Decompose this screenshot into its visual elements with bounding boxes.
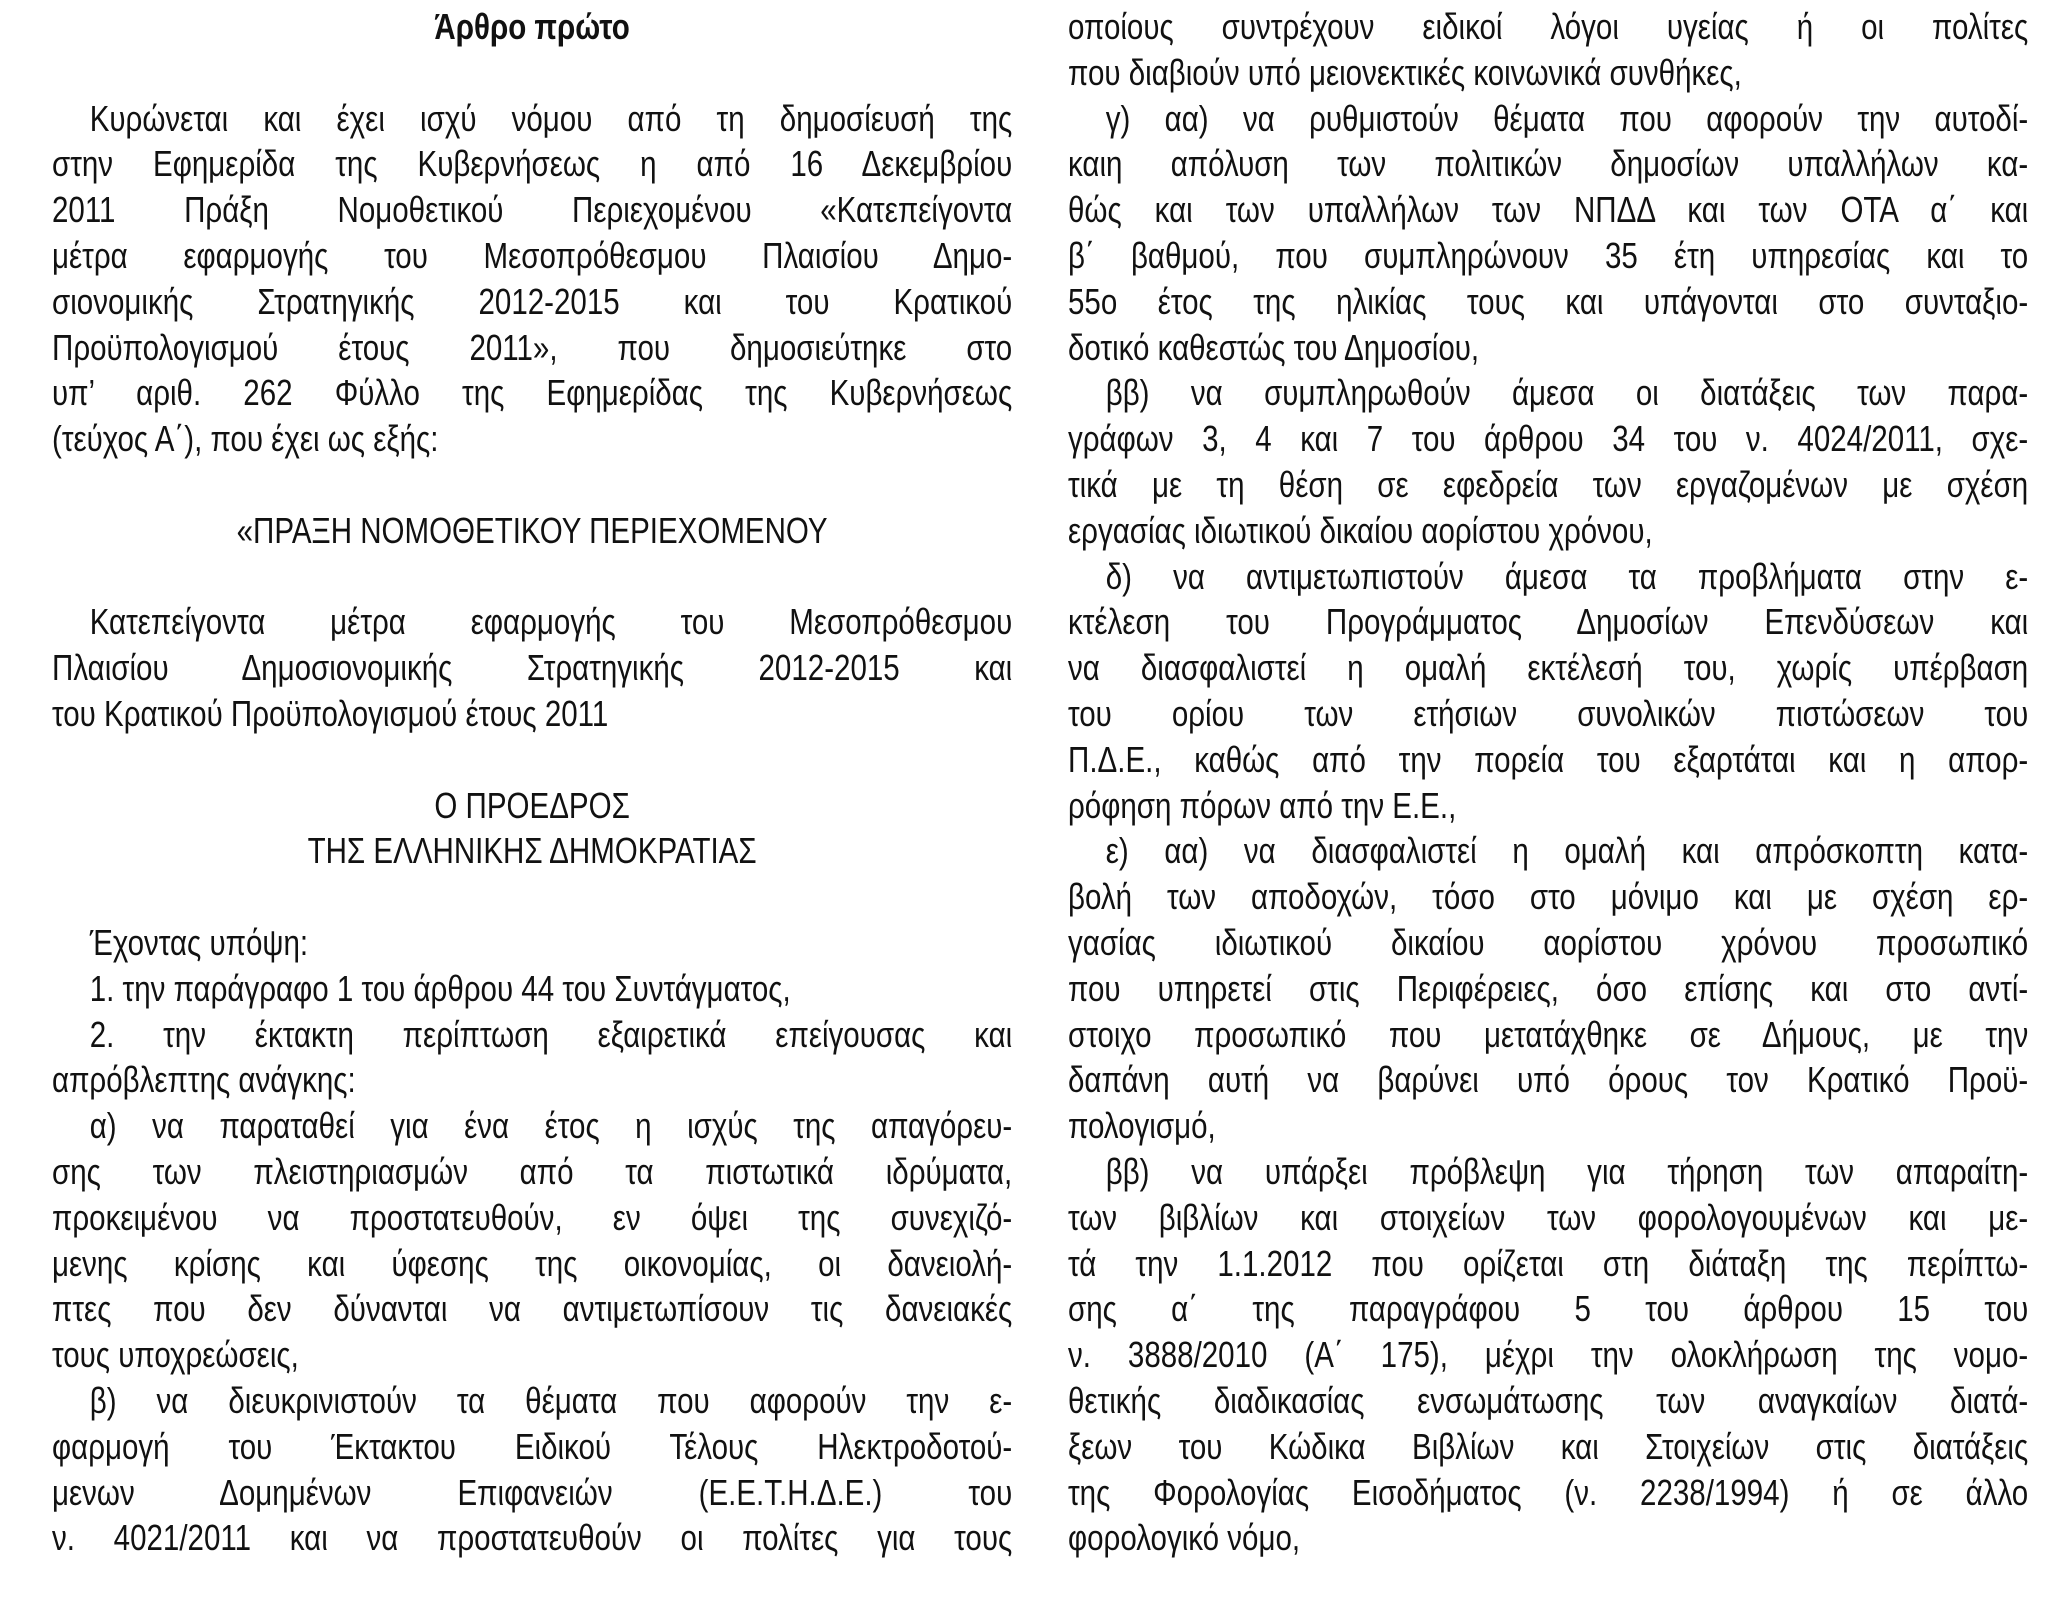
line-text: κτέλεση του Προγράμματος Δημοσίων Επενδύσεων και	[1068, 601, 2029, 643]
text-line	[1068, 1103, 2028, 1149]
blank-line	[52, 50, 1012, 96]
text-line	[1068, 966, 2028, 1012]
text-line	[1068, 1241, 2028, 1287]
blank-line	[52, 554, 1012, 600]
line-text: «ΠΡΑΞΗ ΝΟΜΟΘΕΤΙΚΟΥ ΠΕΡΙΕΧΟΜΕΝΟΥ	[236, 509, 828, 551]
line-text: Άρθρο πρώτο	[434, 6, 630, 47]
line-text: οποίους συντρέχουν ειδικοί λόγοι υγείας ή οι πολίτες	[1068, 6, 2029, 47]
line-text: θετικής διαδικασίας ενσωμάτωσης των αναγκαίων διατά-	[1068, 1379, 2029, 1421]
text-line	[1068, 554, 2028, 600]
text-line	[52, 1149, 1012, 1195]
line-text: δαπάνη αυτή να βαρύνει υπό όρους τον Κρατικό Προϋ-	[1068, 1059, 2029, 1101]
text-line	[1068, 1332, 2028, 1378]
line-text: πολογισμό,	[1068, 1105, 1216, 1147]
line-text: ΤΗΣ ΕΛΛΗΝΙΚΗΣ ΔΗΜΟΚΡΑΤΙΑΣ	[307, 830, 757, 872]
text-line	[52, 96, 1012, 142]
text-line	[1068, 96, 2028, 142]
text-line	[52, 1378, 1012, 1424]
text-line	[1068, 1424, 2028, 1470]
text-line	[1068, 141, 2028, 187]
line-text: α) να παραταθεί για ένα έτος η ισχύς της απαγόρευ-	[89, 1105, 1013, 1147]
line-text: Κυρώνεται και έχει ισχύ νόμου από τη δημοσίευσή της	[89, 97, 1013, 139]
text-line	[1068, 1515, 2028, 1561]
line-text: ρόφηση πόρων από την Ε.Ε.,	[1068, 784, 1457, 826]
line-text: γασίας ιδιωτικού δικαίου αορίστου χρόνου προσωπικό	[1068, 921, 2029, 963]
line-text: δ) να αντιμετωπιστούν άμεσα τα προβλήματα στην ε-	[1105, 555, 2029, 597]
text-line	[52, 1286, 1012, 1332]
text-line	[52, 966, 1012, 1012]
text-line	[1068, 691, 2028, 737]
line-text: των βιβλίων και στοιχείων των φορολογουμένων και με-	[1068, 1196, 2029, 1238]
text-line	[52, 1103, 1012, 1149]
line-text: (τεύχος Α΄), που έχει ως εξής:	[52, 418, 439, 460]
line-text: 2011 Πράξη Νομοθετικού Περιεχομένου «Κατεπείγοντα	[52, 189, 1013, 231]
text-line	[1068, 325, 2028, 371]
blank-line	[52, 462, 1012, 508]
text-line	[1068, 279, 2028, 325]
text-line	[1068, 1195, 2028, 1241]
text-line	[52, 141, 1012, 187]
text-line	[1068, 874, 2028, 920]
section-heading	[52, 783, 1012, 829]
blank-line	[52, 737, 1012, 783]
line-text: Κατεπείγοντα μέτρα εφαρμογής του Μεσοπρόθεσμου	[89, 601, 1013, 643]
line-text: της Φορολογίας Εισοδήματος (ν. 2238/1994) ή σε άλλο	[1068, 1471, 2029, 1513]
text-line	[1068, 370, 2028, 416]
text-line	[1068, 920, 2028, 966]
text-line	[1068, 4, 2028, 50]
line-text: φορολογικό νόμο,	[1068, 1517, 1301, 1559]
line-text: τά την 1.1.2012 που ορίζεται στη διάταξη της περίπτω-	[1068, 1242, 2029, 1284]
line-text: υπ’ αριθ. 262 Φύλλο της Εφημερίδας της Κυβερνήσεως	[52, 372, 1013, 414]
text-line	[1068, 1149, 2028, 1195]
line-text: σης α΄ της παραγράφου 5 του άρθρου 15 του	[1068, 1288, 2029, 1330]
text-line	[52, 233, 1012, 279]
text-line	[1068, 1470, 2028, 1516]
text-line	[52, 1057, 1012, 1103]
text-line	[52, 1470, 1012, 1516]
line-text: Π.Δ.Ε., καθώς από την πορεία του εξαρτάται και η απορ-	[1068, 738, 2029, 780]
line-text: δοτικό καθεστώς του Δημοσίου,	[1068, 326, 1480, 368]
line-text: ξεων του Κώδικα Βιβλίων και Στοιχείων στις διατάξεις	[1068, 1425, 2029, 1467]
line-text: σης των πλειστηριασμών από τα πιστωτικά ιδρύματα,	[52, 1150, 1013, 1192]
text-line	[52, 1424, 1012, 1470]
line-text: Έχοντας υπόψη:	[89, 921, 309, 963]
text-line	[52, 920, 1012, 966]
line-text: πτες που δεν δύνανται να αντιμετωπίσουν τις δανειακές	[52, 1288, 1013, 1330]
text-line	[1068, 416, 2028, 462]
line-text: στην Εφημερίδα της Κυβερνήσεως η από 16 Δεκεμβρίου	[52, 143, 1013, 185]
line-text: τικά με τη θέση σε εφεδρεία των εργαζομένων με σχέση	[1068, 463, 2029, 505]
line-text: ν. 3888/2010 (Α΄ 175), μέχρι την ολοκλήρωση της νομο-	[1068, 1334, 2029, 1376]
left-column	[52, 4, 1012, 1561]
text-line	[52, 599, 1012, 645]
line-text: Πλαισίου Δημοσιονομικής Στρατηγικής 2012-2015 και	[52, 647, 1013, 689]
text-line	[52, 1012, 1012, 1058]
text-line	[1068, 1057, 2028, 1103]
text-line	[1068, 462, 2028, 508]
line-text: 55ο έτος της ηλικίας τους και υπάγονται στο συνταξιο-	[1068, 280, 2029, 322]
text-line	[1068, 1286, 2028, 1332]
line-text: ββ) να συμπληρωθούν άμεσα οι διατάξεις των παρα-	[1105, 372, 2029, 414]
line-text: που υπηρετεί στις Περιφέρειες, όσο επίσης και στο αντί-	[1068, 967, 2029, 1009]
text-line	[1068, 828, 2028, 874]
line-text: που διαβιούν υπό μειονεκτικές κοινωνικά συνθήκες,	[1068, 51, 1742, 93]
text-line	[1068, 599, 2028, 645]
text-line	[1068, 187, 2028, 233]
text-line	[1068, 233, 2028, 279]
text-line	[52, 645, 1012, 691]
line-text: απρόβλεπτης ανάγκης:	[52, 1059, 356, 1101]
text-line	[52, 691, 1012, 737]
line-text: μενης κρίσης και ύφεσης της οικονομίας, οι δανειολή-	[52, 1242, 1013, 1284]
line-text: γ) αα) να ρυθμιστούν θέματα που αφορούν την αυτοδί-	[1105, 97, 2029, 139]
text-line	[1068, 50, 2028, 96]
line-text: ε) αα) να διασφαλιστεί η ομαλή και απρόσκοπτη κατα-	[1105, 830, 2029, 872]
line-text: του Κρατικού Προϋπολογισμού έτους 2011	[52, 692, 609, 734]
line-text: βολή των αποδοχών, τόσο στο μόνιμο και με σχέση ερ-	[1068, 876, 2029, 918]
line-text: 1. την παράγραφο 1 του άρθρου 44 του Συντάγματος,	[89, 967, 791, 1009]
line-text: β) να διευκρινιστούν τα θέματα που αφορούν την ε-	[89, 1379, 1013, 1421]
text-line	[1068, 645, 2028, 691]
line-text: σιονομικής Στρατηγικής 2012-2015 και του Κρατικού	[52, 280, 1013, 322]
line-text: μέτρα εφαρμογής του Μεσοπρόθεσμου Πλαισίου Δημο-	[52, 234, 1013, 276]
line-text: ββ) να υπάρξει πρόβλεψη για τήρηση των απαραίτη-	[1105, 1150, 2029, 1192]
line-text: τους υποχρεώσεις,	[52, 1334, 299, 1376]
line-text: θώς και των υπαλλήλων των ΝΠΔΔ και των ΟΤΑ α΄ και	[1068, 189, 2029, 231]
line-text: μενων Δομημένων Επιφανειών (Ε.Ε.Τ.Η.Δ.Ε.) του	[52, 1471, 1013, 1513]
text-line	[52, 1241, 1012, 1287]
line-text: του ορίου των ετήσιων συνολικών πιστώσεων του	[1068, 692, 2029, 734]
line-text: καιη απόλυση των πολιτικών δημοσίων υπαλλήλων κα-	[1068, 143, 2029, 185]
text-line	[52, 370, 1012, 416]
line-text: να διασφαλιστεί η ομαλή εκτέλεσή του, χωρίς υπέρβαση	[1068, 647, 2029, 689]
text-line	[1068, 1012, 2028, 1058]
text-line	[52, 1195, 1012, 1241]
line-text: εργασίας ιδιωτικού δικαίου αορίστου χρόνου,	[1068, 509, 1653, 551]
text-line	[52, 325, 1012, 371]
section-heading	[52, 508, 1012, 554]
section-heading	[52, 828, 1012, 874]
text-line	[52, 279, 1012, 325]
text-line	[52, 1515, 1012, 1561]
line-text: προκειμένου να προστατευθούν, εν όψει της συνεχιζό-	[52, 1196, 1013, 1238]
blank-line	[52, 874, 1012, 920]
line-text: ν. 4021/2011 και να προστατευθούν οι πολίτες για τους	[52, 1517, 1013, 1559]
text-line	[1068, 737, 2028, 783]
line-text: β΄ βαθμού, που συμπληρώνουν 35 έτη υπηρεσίας και το	[1068, 234, 2029, 276]
line-text: Προϋπολογισμού έτους 2011», που δημοσιεύτηκε στο	[52, 326, 1013, 368]
text-line	[52, 1332, 1012, 1378]
text-line	[52, 416, 1012, 462]
text-line	[1068, 1378, 2028, 1424]
text-line	[1068, 783, 2028, 829]
text-line	[52, 187, 1012, 233]
line-text: Ο ΠΡΟΕΔΡΟΣ	[434, 784, 630, 826]
text-line	[1068, 508, 2028, 554]
article-title	[52, 4, 1012, 50]
line-text: γράφων 3, 4 και 7 του άρθρου 34 του ν. 4024/2011, σχε-	[1068, 418, 2029, 460]
line-text: 2. την έκτακτη περίπτωση εξαιρετικά επείγουσας και	[89, 1013, 1013, 1055]
line-text: στοιχο προσωπικό που μετατάχθηκε σε Δήμους, με την	[1068, 1013, 2029, 1055]
line-text: φαρμογή του Έκτακτου Ειδικού Τέλους Ηλεκτροδοτού-	[52, 1425, 1013, 1467]
right-column	[1068, 4, 2028, 1561]
